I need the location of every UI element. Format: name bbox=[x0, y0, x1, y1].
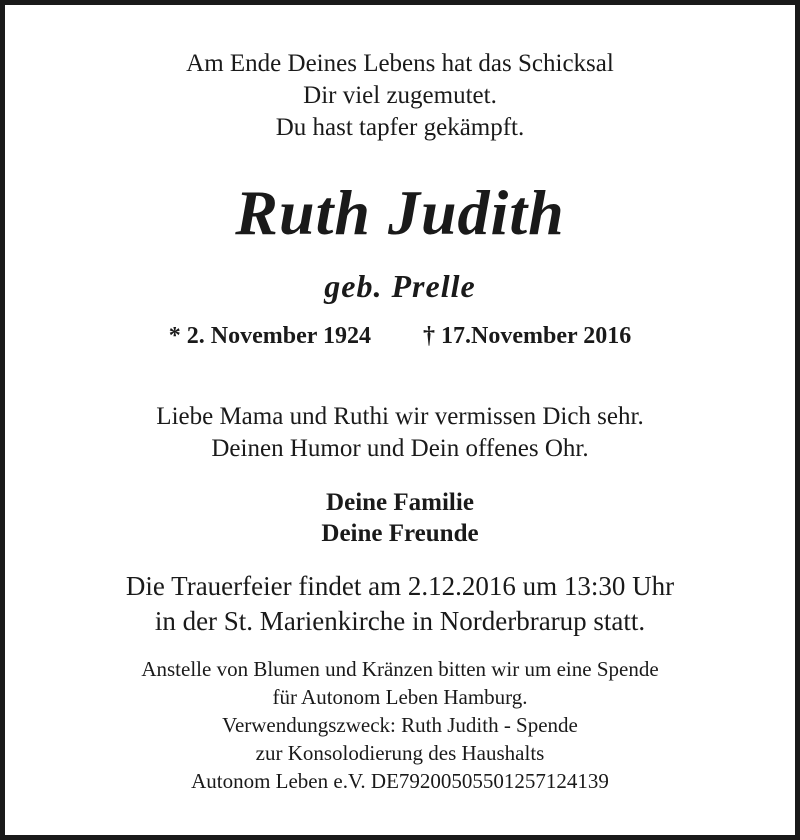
death-date: † 17.November 2016 bbox=[423, 323, 632, 349]
signers bbox=[5, 487, 795, 549]
donation-iban: Autonom Leben e.V. DE79200505501257124139 bbox=[191, 769, 609, 793]
donation-line: Anstelle von Blumen und Kränzen bitten wir um eine Spende bbox=[141, 657, 659, 681]
donation-line: Verwendungszweck: Ruth Judith - Spende bbox=[222, 713, 578, 737]
donation-line: zur Konsolodierung des Haushalts bbox=[255, 741, 545, 765]
signer-family: Deine Familie bbox=[326, 489, 474, 516]
intro-line: Dir viel zugemutet. bbox=[303, 82, 497, 109]
funeral-service-info bbox=[5, 569, 795, 639]
farewell-line: Liebe Mama und Ruthi wir vermissen Dich sehr. bbox=[156, 403, 644, 430]
donation-request bbox=[5, 655, 795, 795]
intro-line: Am Ende Deines Lebens hat das Schicksal bbox=[186, 50, 614, 77]
deceased-name: Ruth Judith bbox=[235, 177, 565, 248]
service-line: in der St. Marienkirche in Norderbrarup statt. bbox=[154, 606, 646, 636]
service-line: Die Trauerfeier findet am 2.12.2016 um 13:30 Uhr bbox=[125, 571, 675, 601]
signer-friends: Deine Freunde bbox=[321, 520, 479, 547]
donation-line: für Autonom Leben Hamburg. bbox=[272, 685, 528, 709]
life-dates bbox=[5, 320, 795, 352]
intro-verse bbox=[5, 48, 795, 144]
farewell-line: Deinen Humor und Dein offenes Ohr. bbox=[211, 435, 589, 462]
birth-date: * 2. November 1924 bbox=[168, 323, 371, 349]
farewell-message bbox=[5, 401, 795, 465]
maiden-name: geb. Prelle bbox=[324, 268, 476, 304]
intro-line: Du hast tapfer gekämpft. bbox=[275, 114, 525, 141]
